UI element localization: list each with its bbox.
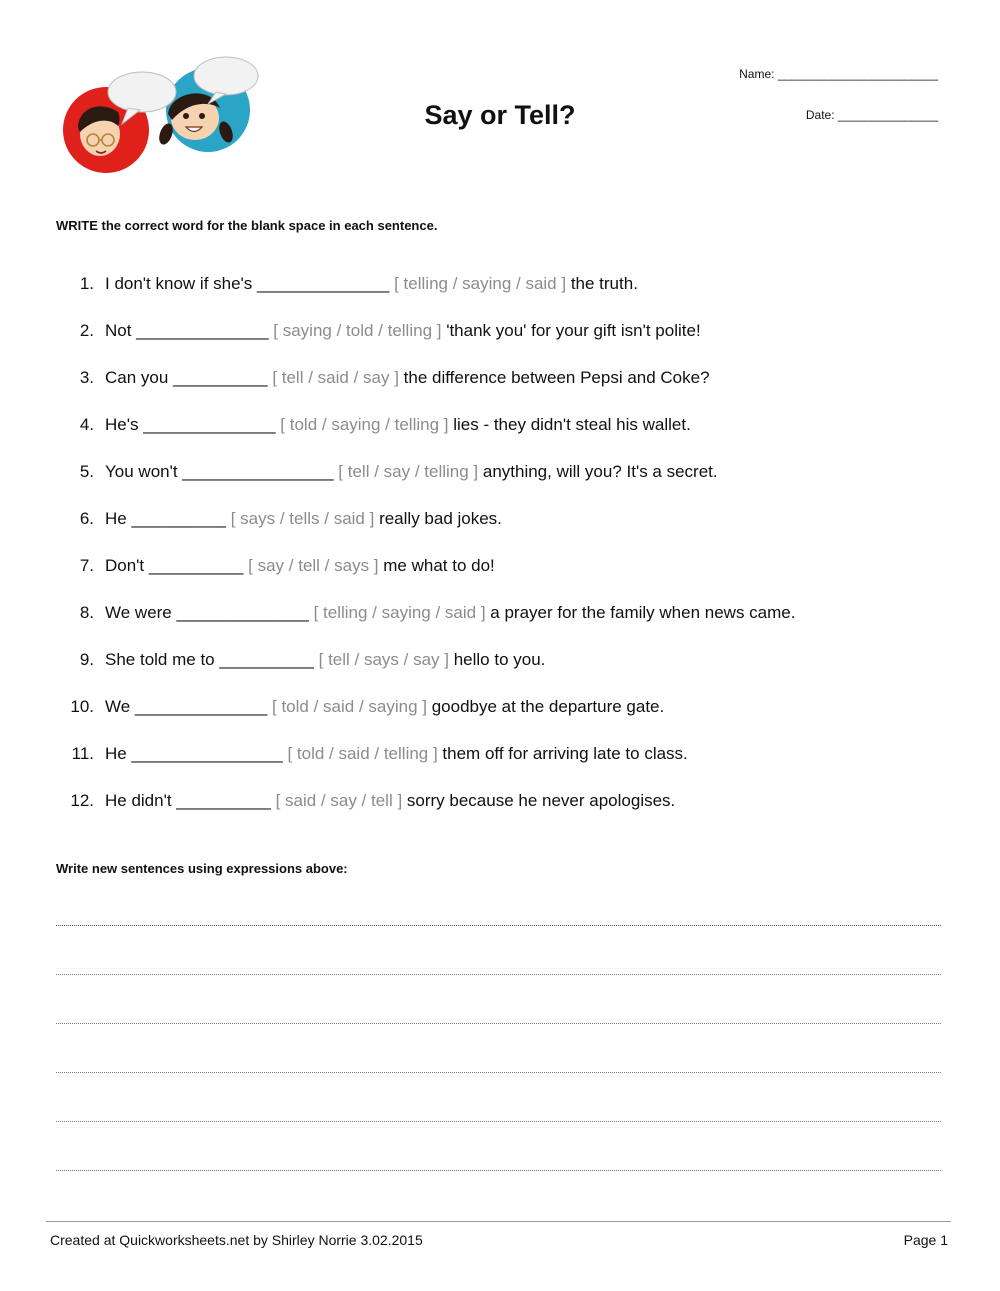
question-text-after: me what to do!: [378, 556, 495, 575]
question-options: [ telling / saying / said ]: [394, 274, 567, 293]
question-item: [58, 272, 958, 319]
question-number: 7.: [79, 556, 94, 575]
question-text-before[interactable]: Not ______________: [105, 321, 274, 340]
question-text-before[interactable]: She told me to __________: [105, 650, 319, 669]
question-options: [ told / said / telling ]: [287, 744, 438, 763]
question-text-after: sorry because he never apologises.: [402, 791, 676, 810]
question-options: [ says / tells / said ]: [230, 509, 375, 528]
footer-credit: Created at Quickworksheets.net by Shirley Norrie 3.02.2015: [50, 1232, 423, 1248]
question-item: [58, 366, 958, 413]
writing-line[interactable]: [56, 1072, 941, 1073]
question-item: [58, 695, 958, 742]
question-number: 2.: [79, 321, 94, 340]
question-options: [ told / saying / telling ]: [280, 415, 449, 434]
question-item: [58, 601, 958, 648]
question-number: 12.: [70, 791, 94, 810]
writing-line[interactable]: [56, 1023, 941, 1024]
question-text-before[interactable]: He didn't __________: [105, 791, 276, 810]
question-number: 1.: [79, 274, 94, 293]
question-list: [58, 272, 958, 836]
question-text-before[interactable]: Don't __________: [105, 556, 249, 575]
date-field[interactable]: Date: _______________: [805, 108, 938, 122]
question-item: [58, 742, 958, 789]
question-text-after: the truth.: [566, 274, 638, 293]
page-number: Page 1: [903, 1232, 948, 1248]
question-number: 9.: [79, 650, 94, 669]
question-text-before[interactable]: You won't ________________: [105, 462, 339, 481]
page-title: Say or Tell?: [424, 100, 576, 130]
writing-line[interactable]: [56, 974, 941, 975]
question-options: [ say / tell / says ]: [248, 556, 379, 575]
question-text-after: a prayer for the family when news came.: [485, 603, 796, 622]
writing-line[interactable]: [56, 1121, 941, 1122]
instruction-part-2: Write new sentences using expressions above:: [56, 861, 348, 876]
question-text-before[interactable]: He ________________: [105, 744, 288, 763]
footer-divider: [46, 1221, 951, 1222]
question-number: 3.: [79, 368, 94, 387]
question-text-before[interactable]: We ______________: [105, 697, 273, 716]
question-text-after: hello to you.: [449, 650, 546, 669]
question-text-after: the difference between Pepsi and Coke?: [398, 368, 710, 387]
question-text-after: 'thank you' for your gift isn't polite!: [441, 321, 701, 340]
question-options: [ told / said / saying ]: [272, 697, 427, 716]
question-number: 5.: [79, 462, 94, 481]
question-item: [58, 319, 958, 366]
writing-lines: [56, 925, 941, 1219]
question-options: [ telling / saying / said ]: [313, 603, 486, 622]
question-text-before[interactable]: He __________: [105, 509, 231, 528]
question-number: 6.: [79, 509, 94, 528]
question-options: [ saying / told / telling ]: [273, 321, 442, 340]
question-item: [58, 554, 958, 601]
question-text-after: lies - they didn't steal his wallet.: [448, 415, 691, 434]
question-item: [58, 460, 958, 507]
question-item: [58, 789, 958, 836]
question-item: [58, 507, 958, 554]
question-number: 10.: [70, 697, 94, 716]
question-options: [ tell / said / say ]: [272, 368, 399, 387]
question-options: [ tell / say / telling ]: [338, 462, 479, 481]
question-options: [ said / say / tell ]: [275, 791, 403, 810]
question-number: 11.: [71, 744, 94, 763]
question-text-before[interactable]: Can you __________: [105, 368, 273, 387]
question-text-before[interactable]: I don't know if she's ______________: [105, 274, 395, 293]
question-text-after: anything, will you? It's a secret.: [478, 462, 718, 481]
question-number: 8.: [79, 603, 94, 622]
name-field[interactable]: Name: ________________________: [739, 67, 938, 81]
instruction-part-1: WRITE the correct word for the blank space in each sentence.: [56, 218, 438, 233]
question-item: [58, 413, 958, 460]
question-text-after: goodbye at the departure gate.: [426, 697, 665, 716]
writing-line[interactable]: [56, 925, 941, 926]
question-text-before[interactable]: We were ______________: [105, 603, 314, 622]
question-text-before[interactable]: He's ______________: [105, 415, 281, 434]
question-options: [ tell / says / say ]: [318, 650, 449, 669]
question-text-after: really bad jokes.: [374, 509, 502, 528]
question-text-after: them off for arriving late to class.: [437, 744, 688, 763]
question-number: 4.: [79, 415, 94, 434]
question-item: [58, 648, 958, 695]
writing-line[interactable]: [56, 1170, 941, 1171]
